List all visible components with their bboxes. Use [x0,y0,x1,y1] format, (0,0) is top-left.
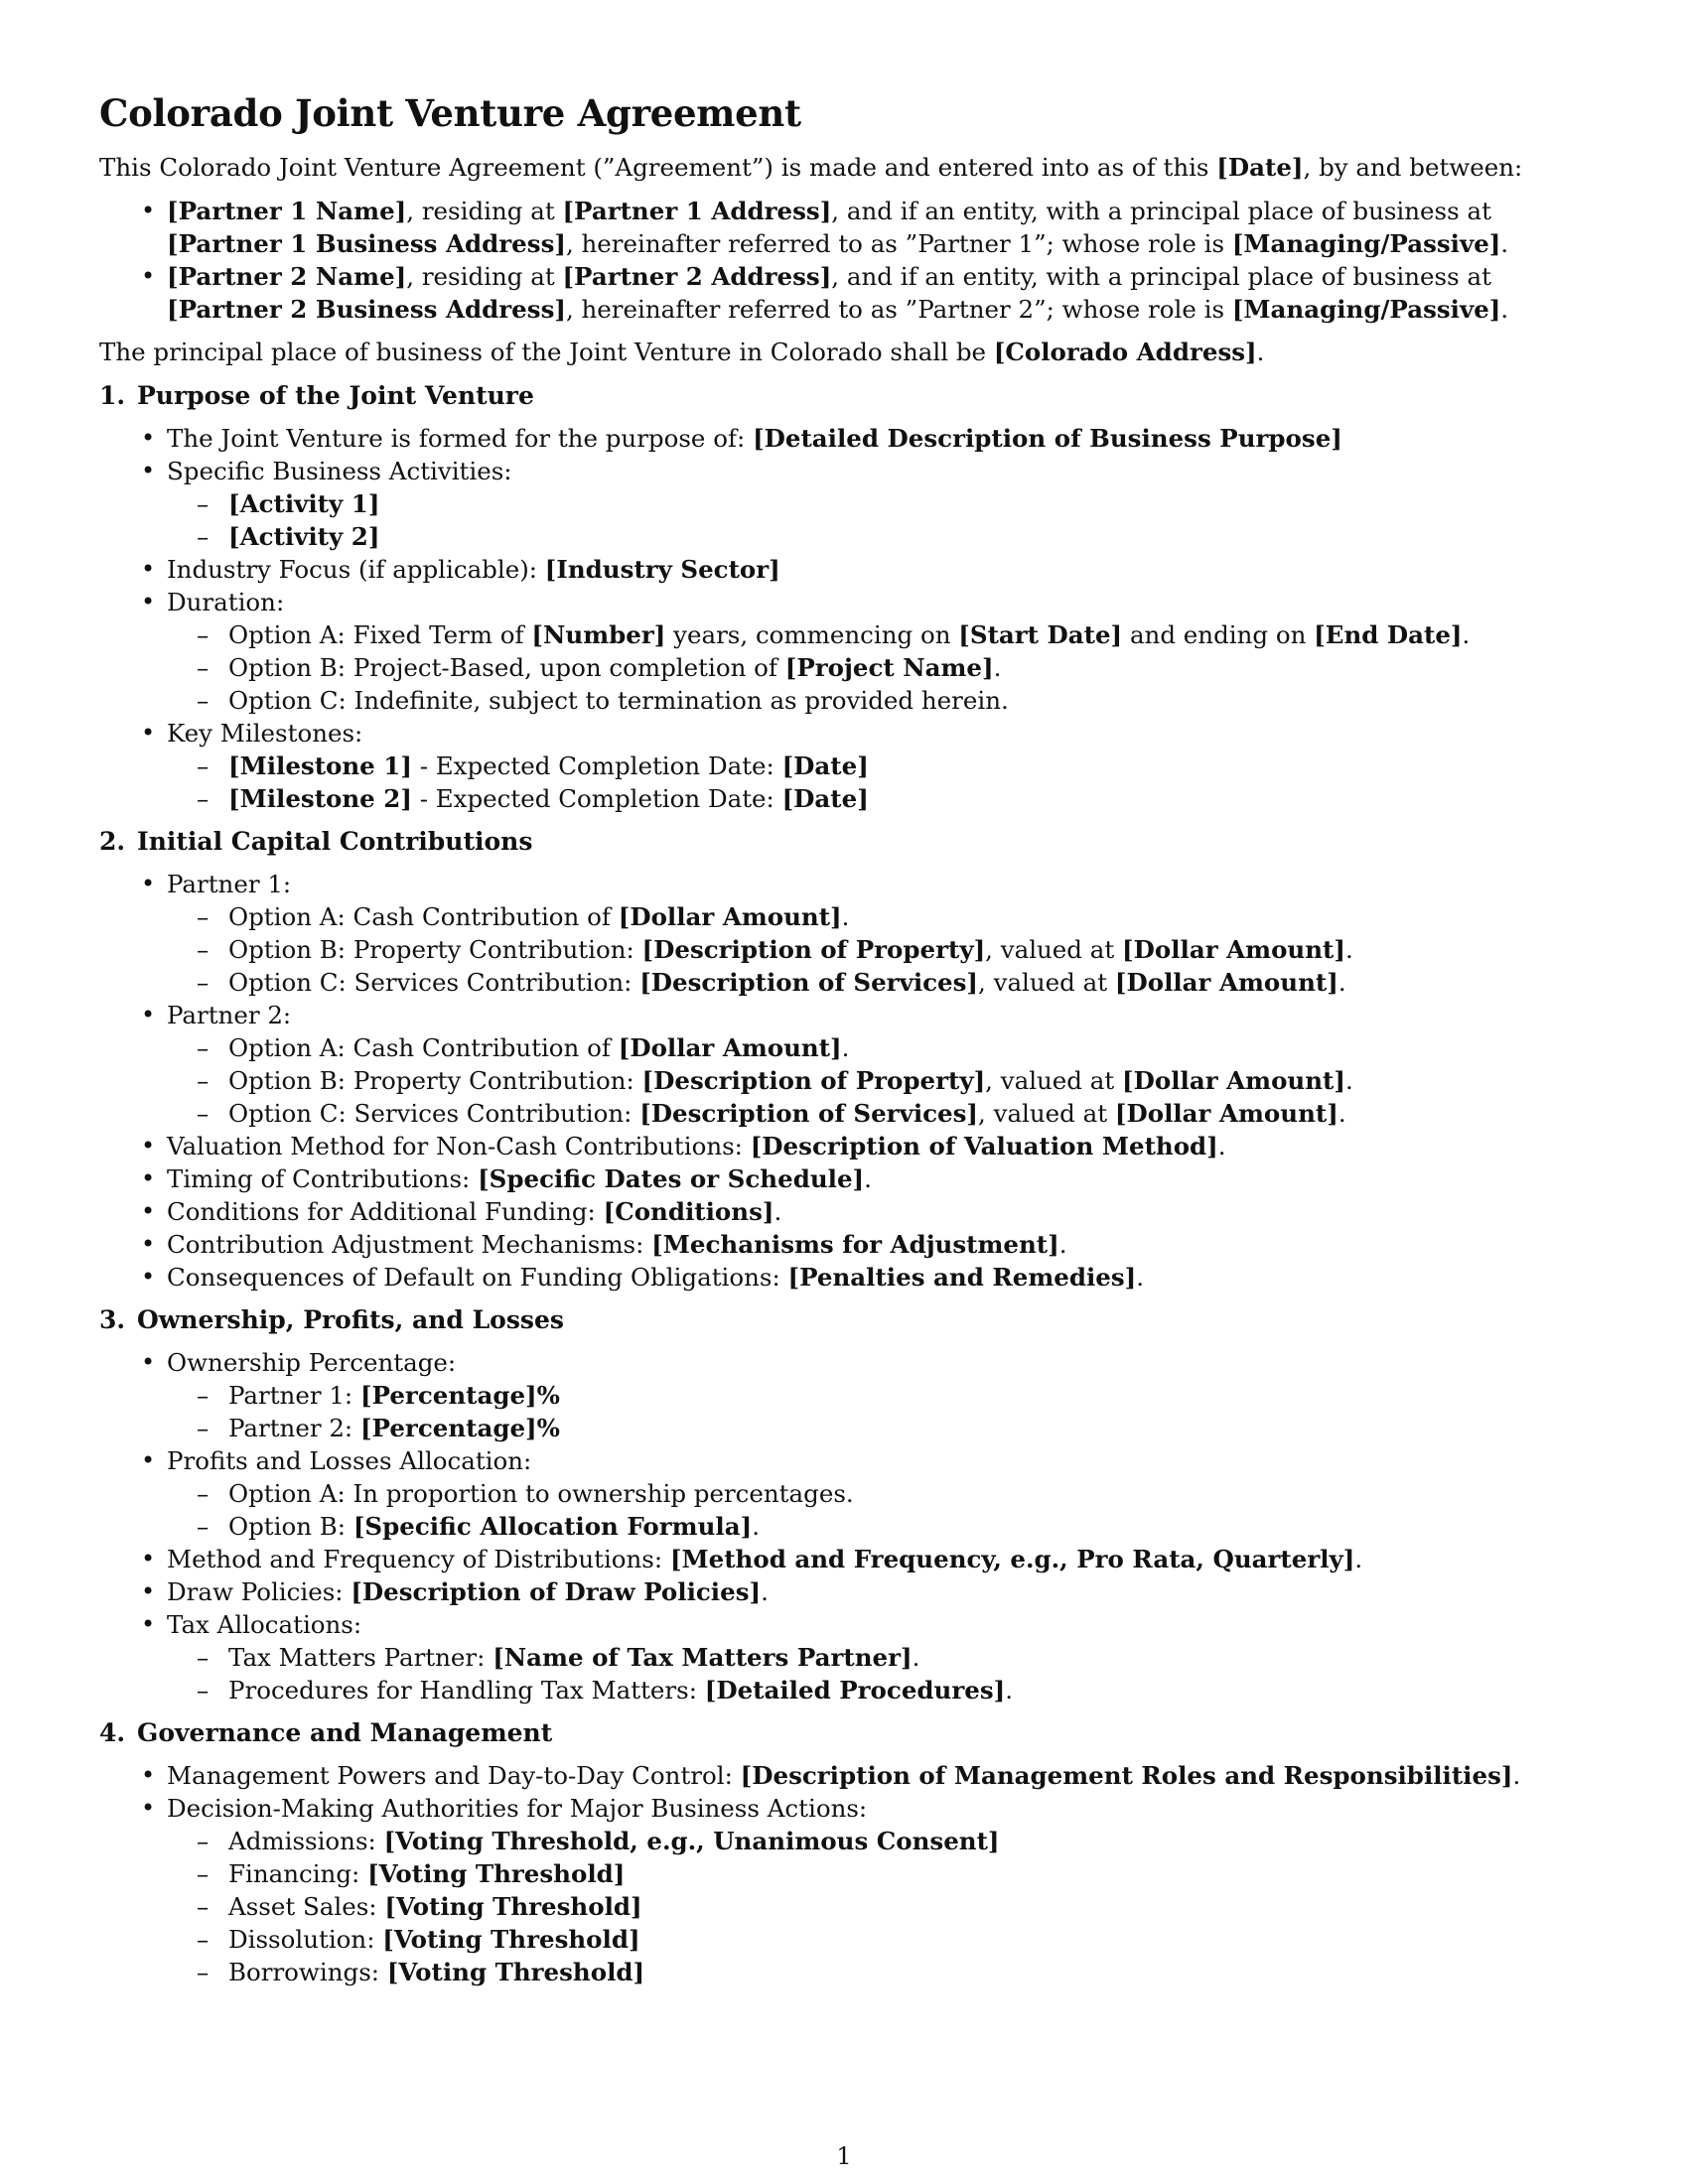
item-text: Tax Allocations: [167,1610,362,1639]
section-heading [99,379,1609,412]
item-text: Option B: Property Contribution: [228,935,642,964]
item-text: Specific Business Activities: [167,457,512,485]
section-title: Purpose of the Joint Venture [137,381,534,410]
partner-role: [Managing/Passive] [1231,295,1501,324]
section-number: 4. [99,1718,126,1747]
item-text: Option A: Fixed Term of [228,620,532,649]
sub-list-item [167,1923,1609,1956]
item-text: Option C: Services Contribution: [228,1099,640,1128]
item-text: Tax Matters Partner: [228,1643,493,1672]
section-list [99,422,1609,815]
sub-list-item [167,1857,1609,1890]
item-placeholder: [Description of Property] [641,1066,986,1095]
section-list [99,1759,1609,1988]
item-placeholder: [Activity 2] [228,522,380,551]
item-text: Partner 1: [228,1381,360,1410]
sub-list [167,1379,1609,1444]
item-text: Industry Focus (if applicable): [167,555,545,584]
sub-list [167,900,1609,999]
sub-list-item [167,1956,1609,1988]
list-item [99,1195,1609,1228]
sub-list-item [167,651,1609,684]
sub-list [167,1477,1609,1543]
item-text: Procedures for Handling Tax Matters: [228,1676,705,1705]
sub-list-item [167,1477,1609,1510]
item-text: Method and Frequency of Distributions: [167,1545,670,1573]
principal-place-paragraph [99,336,1609,368]
item-placeholder: [Percentage]% [359,1414,560,1442]
item-text: Option C: Indefinite, subject to termination as provided herein. [228,686,1009,715]
item-text: Partner 2: [167,1001,292,1029]
sub-list [167,1641,1609,1706]
item-text: . [1217,1132,1226,1160]
section-number: 3. [99,1305,126,1334]
item-placeholder: [Date] [781,784,869,813]
item-placeholder: [Voting Threshold] [386,1958,645,1986]
list-item [99,1575,1609,1608]
item-placeholder: [Dollar Amount] [1114,968,1338,997]
list-item [99,1346,1609,1444]
item-text: Option B: Property Contribution: [228,1066,642,1095]
item-placeholder: [Dollar Amount] [618,902,842,931]
sub-list-item [167,1097,1609,1130]
partner-text: . [1500,295,1509,324]
sub-list-item [167,1064,1609,1097]
sub-list-item [167,1674,1609,1706]
partner-role: [Managing/Passive] [1231,229,1501,258]
item-placeholder: [Voting Threshold] [384,1892,642,1921]
sub-list-item [167,750,1609,782]
list-item [99,717,1609,815]
item-text: . [752,1512,760,1541]
list-item [99,1228,1609,1261]
section-number: 1. [99,381,126,410]
item-text: The Joint Venture is formed for the purpose of: [167,424,754,453]
item-placeholder: [Percentage]% [359,1381,560,1410]
list-item [99,999,1609,1130]
item-placeholder: [Milestone 2] [228,784,412,813]
item-text: . [841,1033,850,1062]
item-placeholder: [Dollar Amount] [1122,935,1345,964]
item-text: Asset Sales: [228,1892,385,1921]
item-text: Draw Policies: [167,1577,352,1606]
section-heading [99,825,1609,858]
intro-text-end: , by and between: [1303,153,1523,182]
sub-list [167,1825,1609,1988]
sub-list-item [167,933,1609,966]
item-placeholder: [Penalties and Remedies] [787,1263,1137,1292]
item-text: - Expected Completion Date: [411,751,782,780]
partner-business-address: [Partner 2 Business Address] [167,295,566,324]
item-text: Management Powers and Day-to-Day Control: [167,1761,741,1790]
item-text: Contribution Adjustment Mechanisms: [167,1230,652,1259]
item-text: years, commencing on [665,620,959,649]
sub-list-item [167,1890,1609,1923]
list-item [99,1261,1609,1294]
partner-address: [Partner 2 Address] [562,262,832,291]
item-text: Timing of Contributions: [167,1164,479,1193]
item-text: Option A: Cash Contribution of [228,902,619,931]
item-text: . [1136,1263,1145,1292]
item-text: Profits and Losses Allocation: [167,1446,532,1475]
item-placeholder: [Description of Services] [639,968,979,997]
sub-list-item [167,966,1609,999]
intro-date-placeholder: [Date] [1216,153,1304,182]
partner-text: , and if an entity, with a principal place of business at [831,262,1491,291]
item-text: . [864,1164,872,1193]
item-text: . [1344,1066,1353,1095]
item-text: Financing: [228,1859,368,1888]
sub-list-item [167,1379,1609,1412]
list-item [99,455,1609,553]
item-text: . [1058,1230,1067,1259]
list-item [99,1543,1609,1575]
item-text: Key Milestones: [167,719,363,748]
item-text: . [1337,1099,1346,1128]
sub-list [167,487,1609,553]
item-placeholder: [Specific Allocation Formula] [352,1512,753,1541]
document-title: Colorado Joint Venture Agreement [99,91,801,135]
item-text: Admissions: [228,1827,384,1855]
item-text: Option B: Project-Based, upon completion of [228,653,785,682]
document-page [99,87,1609,1998]
section-title: Initial Capital Contributions [137,827,533,856]
item-text: , valued at [978,968,1115,997]
sub-list-item [167,900,1609,933]
partners-list [99,195,1609,326]
partner-address: [Partner 1 Address] [562,197,832,225]
section-number: 2. [99,827,126,856]
item-text: and ending on [1122,620,1315,649]
partner-text: , residing at [406,197,563,225]
section-list [99,1346,1609,1706]
item-placeholder: [Dollar Amount] [1122,1066,1345,1095]
item-placeholder: [End Date] [1314,620,1463,649]
item-placeholder: [Conditions] [603,1197,774,1226]
partner-business-address: [Partner 1 Business Address] [167,229,566,258]
item-placeholder: [Date] [781,751,869,780]
item-placeholder: [Description of Services] [639,1099,979,1128]
partner-name: [Partner 2 Name] [167,262,407,291]
intro-paragraph [99,151,1609,184]
list-item [99,1759,1609,1792]
item-text: , valued at [985,935,1123,964]
item-placeholder: [Detailed Description of Business Purpose] [753,424,1342,453]
item-placeholder: [Voting Threshold] [382,1925,640,1954]
sub-list-item [167,520,1609,553]
item-text: . [1337,968,1346,997]
item-text: Duration: [167,588,285,616]
item-placeholder: [Project Name] [784,653,994,682]
sub-list-item [167,1031,1609,1064]
item-placeholder: [Detailed Procedures] [704,1676,1006,1705]
item-placeholder: [Description of Management Roles and Responsibilities] [740,1761,1513,1790]
item-placeholder: [Dollar Amount] [1114,1099,1338,1128]
page-number: 1 [836,2142,852,2170]
sections-container [99,379,1609,1988]
sub-list [167,750,1609,815]
sub-list-item [167,1412,1609,1444]
partner-name: [Partner 1 Name] [167,197,407,225]
item-text: Valuation Method for Non-Cash Contributions: [167,1132,751,1160]
item-placeholder: [Description of Valuation Method] [750,1132,1218,1160]
item-text: Conditions for Additional Funding: [167,1197,604,1226]
sub-list-item [167,782,1609,815]
list-item [99,1162,1609,1195]
item-text: . [1354,1545,1363,1573]
list-item [99,868,1609,999]
intro-text: This Colorado Joint Venture Agreement (”Agreement”) is made and entered into as of this [99,153,1217,182]
sub-list-item [167,1825,1609,1857]
partner-text: , and if an entity, with a principal place of business at [831,197,1491,225]
sub-list-item [167,1510,1609,1543]
partner-item [99,195,1609,260]
list-item [99,1130,1609,1162]
item-text: , valued at [985,1066,1123,1095]
item-placeholder: [Start Date] [958,620,1123,649]
principal-place-end: . [1256,338,1265,366]
item-placeholder: [Dollar Amount] [618,1033,842,1062]
colorado-address-placeholder: [Colorado Address] [993,338,1257,366]
section-title: Ownership, Profits, and Losses [137,1305,564,1334]
item-placeholder: [Description of Draw Policies] [351,1577,762,1606]
sub-list-item [167,684,1609,717]
item-text: . [761,1577,769,1606]
item-placeholder: [Number] [531,620,666,649]
item-placeholder: [Industry Sector] [544,555,780,584]
sub-list-item [167,1641,1609,1674]
item-placeholder: [Description of Property] [641,935,986,964]
item-text: Dissolution: [228,1925,383,1954]
item-text: . [841,902,850,931]
item-placeholder: [Method and Frequency, e.g., Pro Rata, Quarterly] [669,1545,1355,1573]
item-text: Option C: Services Contribution: [228,968,640,997]
sub-list [167,1031,1609,1130]
item-text: Partner 1: [167,870,292,898]
sub-list-item [167,618,1609,651]
section-list [99,868,1609,1294]
item-text: Borrowings: [228,1958,387,1986]
item-text: Option A: Cash Contribution of [228,1033,619,1062]
item-text: . [912,1643,920,1672]
item-placeholder: [Mechanisms for Adjustment] [651,1230,1059,1259]
item-placeholder: [Voting Threshold, e.g., Unanimous Consent] [383,1827,1000,1855]
principal-place-text: The principal place of business of the Joint Venture in Colorado shall be [99,338,994,366]
list-item [99,1444,1609,1543]
list-item [99,422,1609,455]
item-text: . [774,1197,782,1226]
item-placeholder: [Activity 1] [228,489,380,518]
section-heading [99,1303,1609,1336]
item-text: Option B: [228,1512,353,1541]
item-placeholder: [Voting Threshold] [367,1859,626,1888]
item-text: . [1005,1676,1014,1705]
item-text: Option A: In proportion to ownership percentages. [228,1479,854,1508]
list-item [99,586,1609,717]
list-item [99,1792,1609,1988]
item-text: . [993,653,1002,682]
section-heading [99,1716,1609,1749]
partner-text: , hereinafter referred to as ”Partner 1”; whose role is [565,229,1232,258]
partner-text: , hereinafter referred to as ”Partner 2”; whose role is [565,295,1232,324]
partner-item [99,260,1609,326]
item-text: Consequences of Default on Funding Obligations: [167,1263,788,1292]
sub-list [167,618,1609,717]
sub-list-item [167,487,1609,520]
section-title: Governance and Management [137,1718,553,1747]
item-text: . [1462,620,1471,649]
item-text: Decision-Making Authorities for Major Business Actions: [167,1794,868,1823]
item-text: . [1512,1761,1521,1790]
item-text: - Expected Completion Date: [411,784,782,813]
item-text: , valued at [978,1099,1115,1128]
partner-text: . [1500,229,1509,258]
item-text: Ownership Percentage: [167,1348,457,1377]
item-text: Partner 2: [228,1414,360,1442]
item-text: . [1344,935,1353,964]
item-placeholder: [Specific Dates or Schedule] [478,1164,865,1193]
item-placeholder: [Milestone 1] [228,751,412,780]
list-item [99,553,1609,586]
partner-text: , residing at [406,262,563,291]
item-placeholder: [Name of Tax Matters Partner] [492,1643,913,1672]
list-item [99,1608,1609,1706]
